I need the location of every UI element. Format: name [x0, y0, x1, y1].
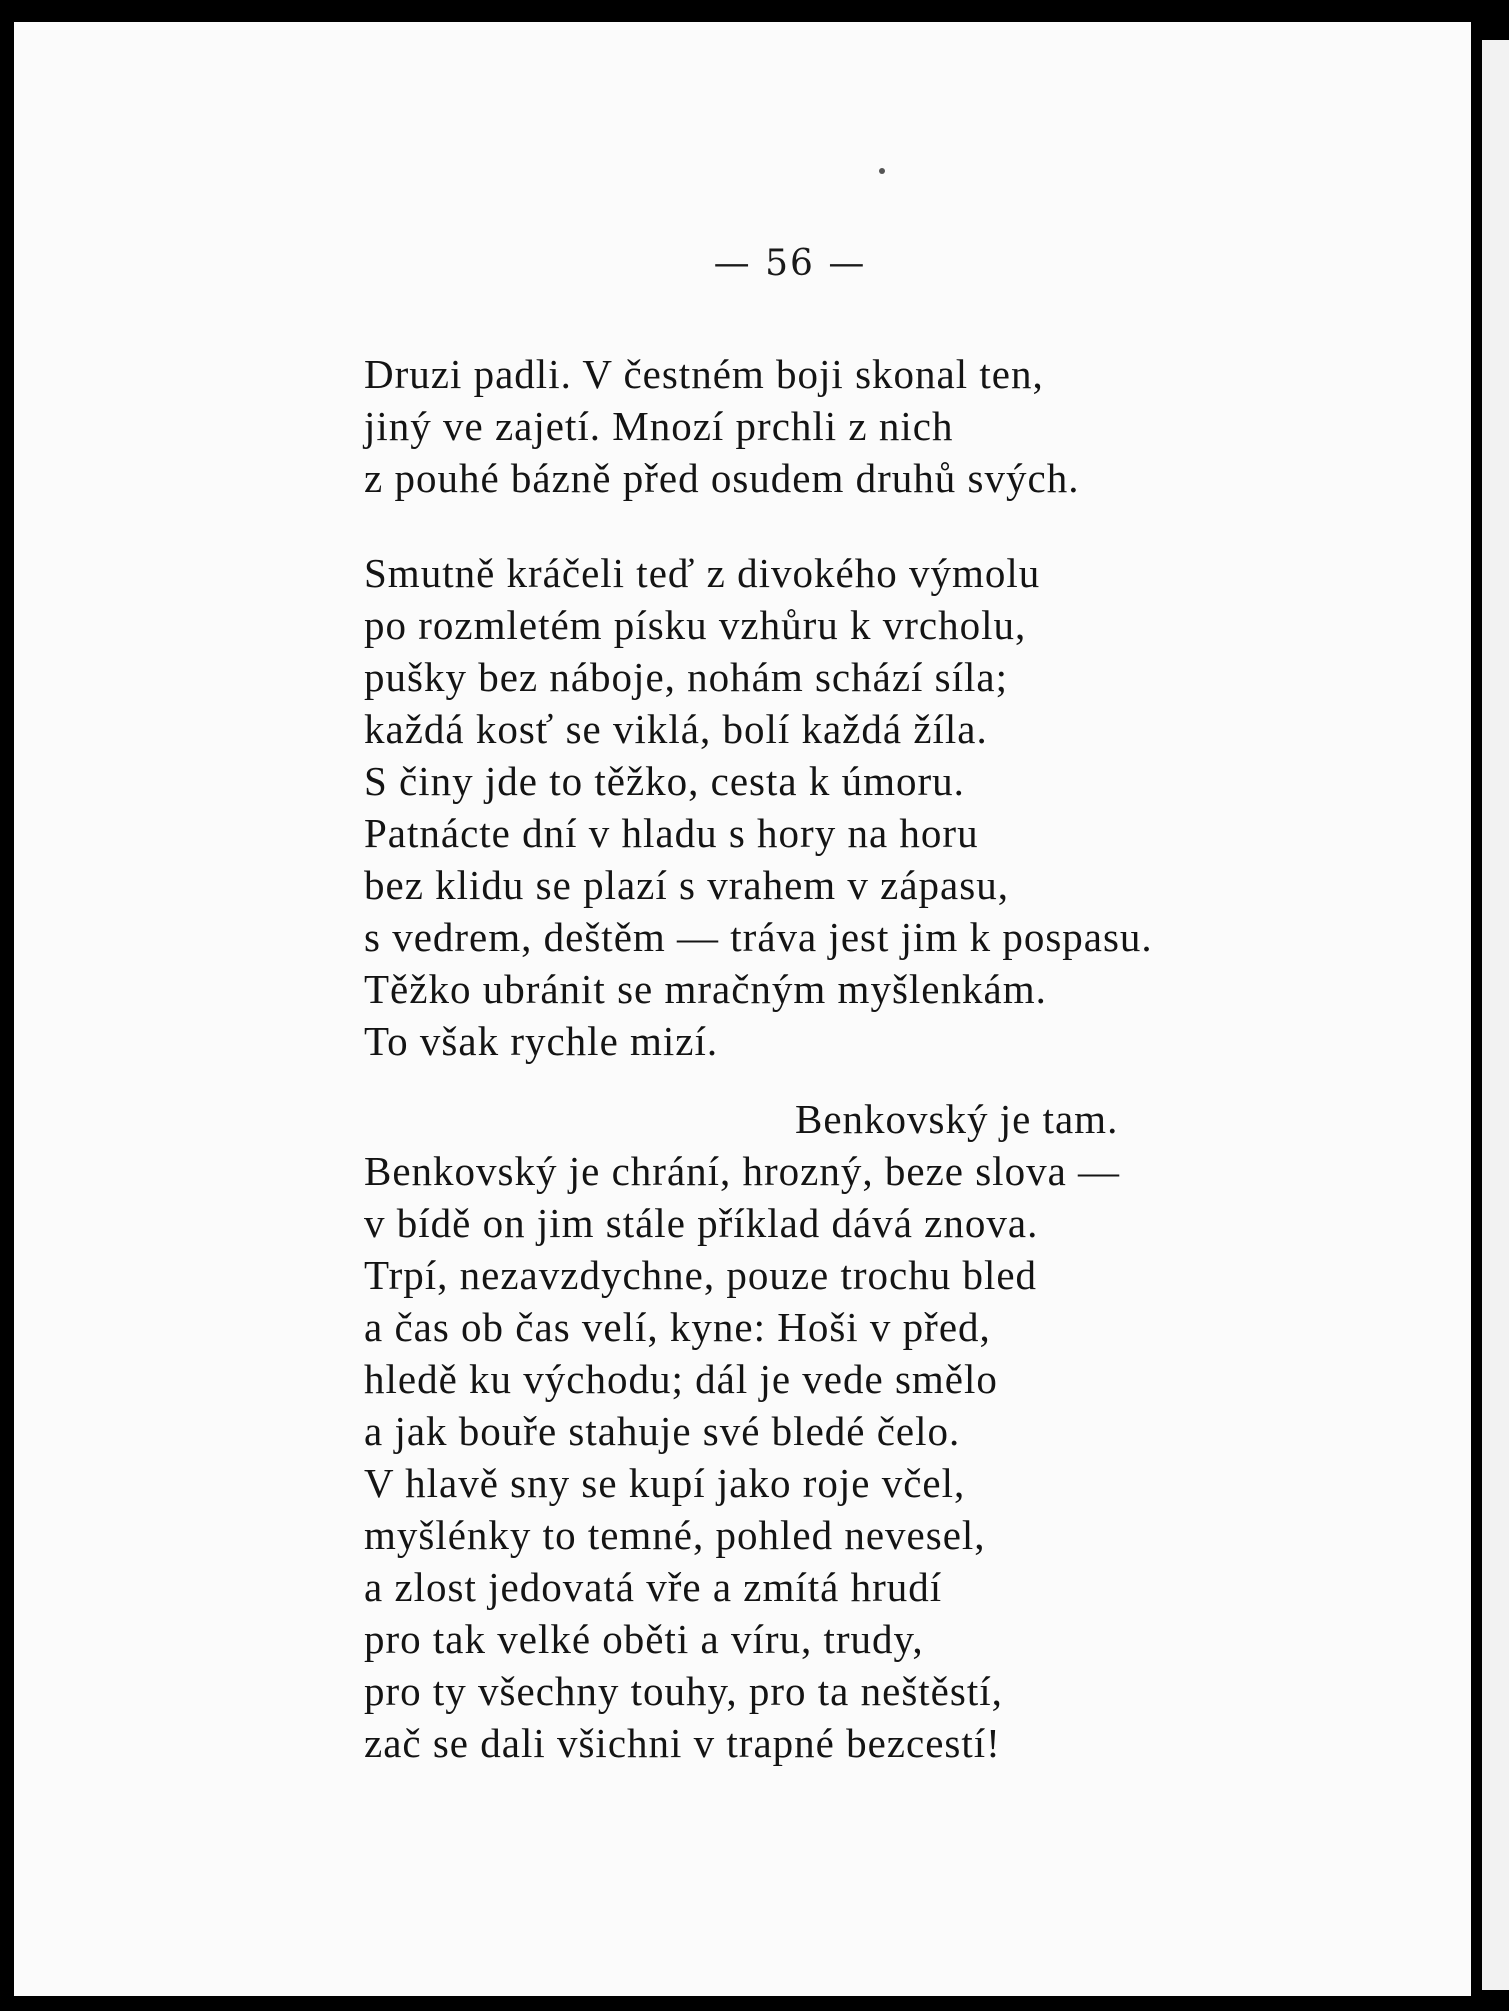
poem-line: v bídě on jim stále příklad dává znova. — [364, 1200, 1039, 1246]
stanza-3 — [364, 1145, 1120, 1769]
poem-line: hledě ku východu; dál je vede smělo — [364, 1356, 998, 1402]
poem-line: jiný ve zajetí. Mnozí prchli z nich — [364, 403, 954, 449]
ink-speck — [879, 168, 885, 174]
stanza-1 — [364, 348, 1079, 504]
poem-line: Smutně kráčeli teď z divokého výmolu — [364, 550, 1041, 596]
poem-line: myšlénky to temné, pohled nevesel, — [364, 1512, 986, 1558]
poem-line: V hlavě sny se kupí jako roje včel, — [364, 1460, 966, 1506]
poem-line: To však rychle mizí. — [364, 1018, 719, 1064]
poem-line: po rozmletém písku vzhůru k vrcholu, — [364, 602, 1027, 648]
poem-line: Těžko ubránit se mračným myšlenkám. — [364, 966, 1047, 1012]
poem-line: pro tak velké oběti a víru, trudy, — [364, 1616, 924, 1662]
page-number: — 56 — — [713, 243, 867, 284]
poem-line: S činy jde to těžko, cesta k úmoru. — [364, 758, 965, 804]
poem-line: z pouhé bázně před osudem druhů svých. — [364, 455, 1080, 501]
poem-line: a zlost jedovatá vře a zmítá hrudí — [364, 1564, 943, 1610]
poem-line: Druzi padli. V čestném boji skonal ten, — [364, 351, 1044, 397]
poem-line: Benkovský je chrání, hrozný, beze slova — — [364, 1148, 1121, 1194]
poem-line: pro ty všechny touhy, pro ta neštěstí, — [364, 1668, 1003, 1714]
poem-line: bez klidu se plazí s vrahem v zápasu, — [364, 862, 1009, 908]
next-page-edge — [1482, 40, 1509, 1990]
poem-line: Trpí, nezavzdychne, pouze trochu bled — [364, 1252, 1038, 1298]
poem-line: a čas ob čas velí, kyne: Hoši v před, — [364, 1304, 991, 1350]
poem-line: pušky bez náboje, nohám schází síla; — [364, 654, 1008, 700]
poem-line: každá kosť se viklá, bolí každá žíla. — [364, 706, 988, 752]
poem-line: zač se dali všichni v trapné bezcestí! — [364, 1720, 1001, 1766]
poem-line: Patnácte dní v hladu s hory na horu — [364, 810, 979, 856]
poem-line: s vedrem, deštěm — tráva jest jim k pospasu. — [364, 914, 1153, 960]
poem-line: a jak bouře stahuje své bledé čelo. — [364, 1408, 961, 1454]
indented-poem-line: Benkovský je tam. — [795, 1096, 1119, 1142]
stanza-2 — [364, 547, 1153, 1067]
